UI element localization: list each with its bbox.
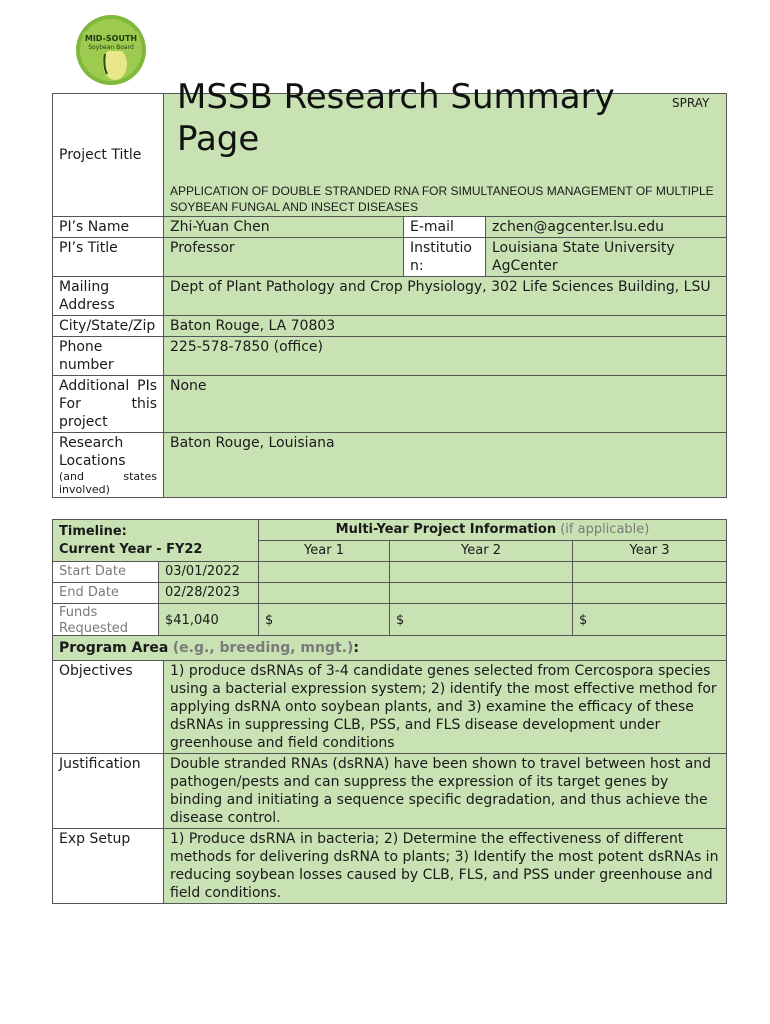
program-area-colon: : — [353, 640, 360, 656]
pi-name-label: PI’s Name — [53, 217, 164, 238]
current-year-label: Current Year - FY22 — [59, 541, 203, 557]
phone-value: 225-578-7850 (office) — [164, 337, 727, 376]
funds-year-1: $ — [259, 604, 390, 639]
timeline-label: Timeline: — [59, 523, 127, 539]
timeline-table — [52, 519, 727, 639]
year-1-header: Year 1 — [259, 541, 390, 562]
pi-title-label: PI’s Title — [53, 238, 164, 277]
justification-value: Double stranded RNAs (dsRNA) have been shown to travel between host and pathogen/pests and can suppress the expression of its target genes by binding and initiating a sequence specific degradation, and thus achieve the disease control. — [164, 754, 727, 829]
city-state-zip-value: Baton Rouge, LA 70803 — [164, 316, 727, 337]
page-title: MSSB Research Summary Page — [177, 77, 615, 159]
additional-pis-label: Additional PIs For this project — [53, 376, 164, 433]
project-title-value: APPLICATION OF DOUBLE STRANDED RNA FOR SIMULTANEOUS MANAGEMENT OF MULTIPLE SOYBEAN FUNGAL AND INSECT DISEASES — [170, 184, 714, 214]
year-3-header: Year 3 — [573, 541, 727, 562]
pi-name-value: Zhi-Yuan Chen — [164, 217, 404, 238]
institution-label: Institution: — [404, 238, 486, 277]
logo-text-2: Soybean Board — [88, 44, 134, 51]
program-area-hint: (e.g., breeding, mngt.) — [172, 640, 354, 656]
research-locations-value: Baton Rouge, Louisiana — [164, 433, 727, 498]
logo-text-1: MID-SOUTH — [84, 34, 138, 43]
end-date-value: 02/28/2023 — [159, 583, 259, 604]
if-applicable-note: (if applicable) — [560, 522, 650, 537]
spray-tag: SPRAY — [672, 96, 710, 110]
mid-south-soybean-board-logo — [75, 14, 147, 86]
objectives-label: Objectives — [53, 661, 164, 754]
pi-title-value: Professor — [164, 238, 404, 277]
research-locations-sub: (and states involved) — [59, 470, 157, 496]
email-value: zchen@agcenter.lsu.edu — [486, 217, 727, 238]
program-area-label: Program Area — [59, 640, 169, 656]
research-locations-label: Research Locations — [59, 435, 126, 469]
project-title-label: Project Title — [53, 94, 164, 217]
email-label: E-mail — [404, 217, 486, 238]
city-state-zip-label: City/State/Zip — [53, 316, 164, 337]
funds-requested-label: Funds Requested — [53, 604, 159, 639]
multi-year-title: Multi-Year Project Information — [335, 522, 557, 537]
institution-value: Louisiana State University AgCenter — [486, 238, 727, 277]
funds-requested-value: $41,040 — [159, 604, 259, 639]
objectives-value: 1) produce dsRNAs of 3-4 candidate genes selected from Cercospora species using a bacterial expression system; 2) identify the most effective method for applying dsRNA onto soybean plants, and 3) examine the efficacy of these dsRNAs in suppressing CLB, PSS, and FLS disease development under greenhouse and field conditions — [164, 661, 727, 754]
additional-pis-value: None — [164, 376, 727, 433]
funds-year-3: $ — [573, 604, 727, 639]
justification-label: Justification — [53, 754, 164, 829]
start-date-value: 03/01/2022 — [159, 562, 259, 583]
program-table — [52, 635, 727, 904]
mailing-address-value: Dept of Plant Pathology and Crop Physiology, 302 Life Sciences Building, LSU — [164, 277, 727, 316]
start-date-label: Start Date — [53, 562, 159, 583]
mailing-address-label: Mailing Address — [53, 277, 164, 316]
exp-setup-label: Exp Setup — [53, 829, 164, 904]
funds-year-2: $ — [390, 604, 573, 639]
phone-label: Phone number — [53, 337, 164, 376]
exp-setup-value: 1) Produce dsRNA in bacteria; 2) Determine the effectiveness of different methods for delivering dsRNA to plants; 3) Identify the most potent dsRNAs in reducing soybean losses caused by CLB, FLS, and PSS under greenhouse and field conditions. — [164, 829, 727, 904]
year-2-header: Year 2 — [390, 541, 573, 562]
end-date-label: End Date — [53, 583, 159, 604]
